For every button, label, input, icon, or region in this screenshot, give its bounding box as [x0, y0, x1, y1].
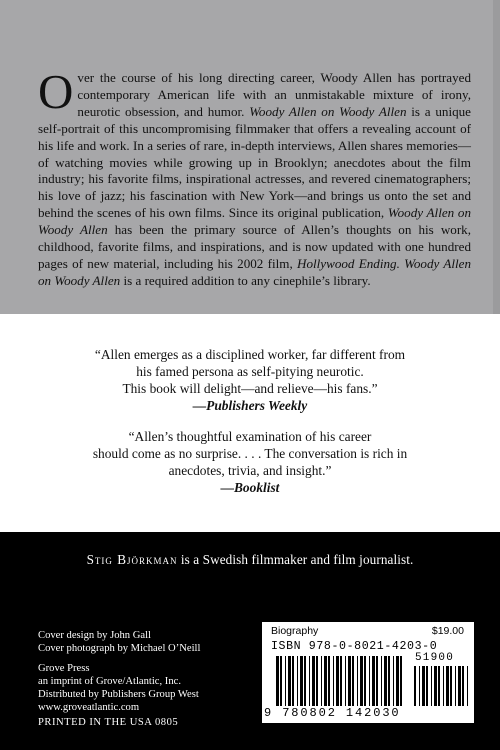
publisher-name: Grove Press — [38, 663, 90, 675]
quote-line: This book will delight—and relieve—his fans.” — [122, 381, 378, 396]
book-title-italic: Woody Allen on Woody Allen — [38, 205, 471, 238]
ean-digits: 9 780802 142030 — [264, 706, 401, 720]
blurb-text-1: ver the course of his long directing career, Woody Allen has portrayed contemporary American life with an unmistakable mixture of irony, neurotic obsession, and humor. — [77, 70, 471, 119]
price-addon-digits: 51900 — [415, 652, 455, 664]
quote-attribution: —Publishers Weekly — [192, 398, 308, 413]
blurb-text-3: has been the primary source of Allen’s thoughts on his work, childhood, favorite films, and inspirations, and is now updated with one hundred pages of new material, including his 2002 film, — [38, 222, 472, 271]
publisher-website: www.groveatlantic.com — [38, 701, 140, 713]
review-quote-booklist — [0, 428, 500, 496]
cover-photo-credit: Cover photograph by Michael O’Neill — [38, 642, 201, 654]
book-title-italic: Woody Allen on Woody Allen — [249, 103, 407, 119]
quote-line: his famed persona as self-pitying neurotic. — [136, 364, 364, 379]
blurb-text-2: is a unique self-portrait of this uncompromising filmmaker that offers a revealing account of his life and work. In a series of rare, in-depth interviews, Allen shares memories—of watching movies while growing up in Brooklyn; anecdotes about the film industry; his favorite films, inspirational actresses, and revered cinematographers; his love of jazz; his fascination with New York—and brings us onto the set and behind the scenes of his own films. Since its original publication, — [38, 103, 471, 221]
quote-line: anecdotes, trivia, and insight.” — [168, 463, 332, 478]
review-quote-publishers-weekly — [0, 346, 500, 414]
quote-line: should come as no surprise. . . . The conversation is rich in — [92, 446, 408, 461]
printed-in: PRINTED IN THE USA 0805 — [38, 717, 179, 729]
quote-line: “Allen emerges as a disciplined worker, far different from — [94, 347, 406, 362]
publisher-credits — [38, 630, 200, 730]
barcode-label — [262, 622, 474, 723]
book-description — [38, 64, 472, 290]
blurb-text-4: is a required addition to any cinephile’s library. — [120, 272, 371, 288]
price-label: $19.00 — [431, 625, 464, 637]
drop-cap: O — [38, 64, 74, 119]
category-label: Biography — [271, 625, 319, 637]
quote-attribution: —Booklist — [220, 480, 280, 495]
isbn-number: ISBN 978-0-8021-4203-0 — [271, 640, 438, 653]
author-bio-text: is a Swedish filmmaker and film journalist. — [177, 552, 414, 567]
cover-design-credit: Cover design by John Gall — [38, 630, 151, 641]
film-and-book-title-italic: Hollywood Ending. Woody Allen on Woody Allen — [38, 255, 471, 288]
distributor: Distributed by Publishers Group West — [38, 688, 199, 700]
quote-line: “Allen’s thoughtful examination of his career — [128, 429, 372, 444]
author-name: Stig Björkman — [86, 552, 178, 567]
publisher-imprint: an imprint of Grove/Atlantic, Inc. — [38, 676, 181, 688]
spine-edge — [493, 0, 500, 314]
author-bio — [0, 552, 500, 568]
